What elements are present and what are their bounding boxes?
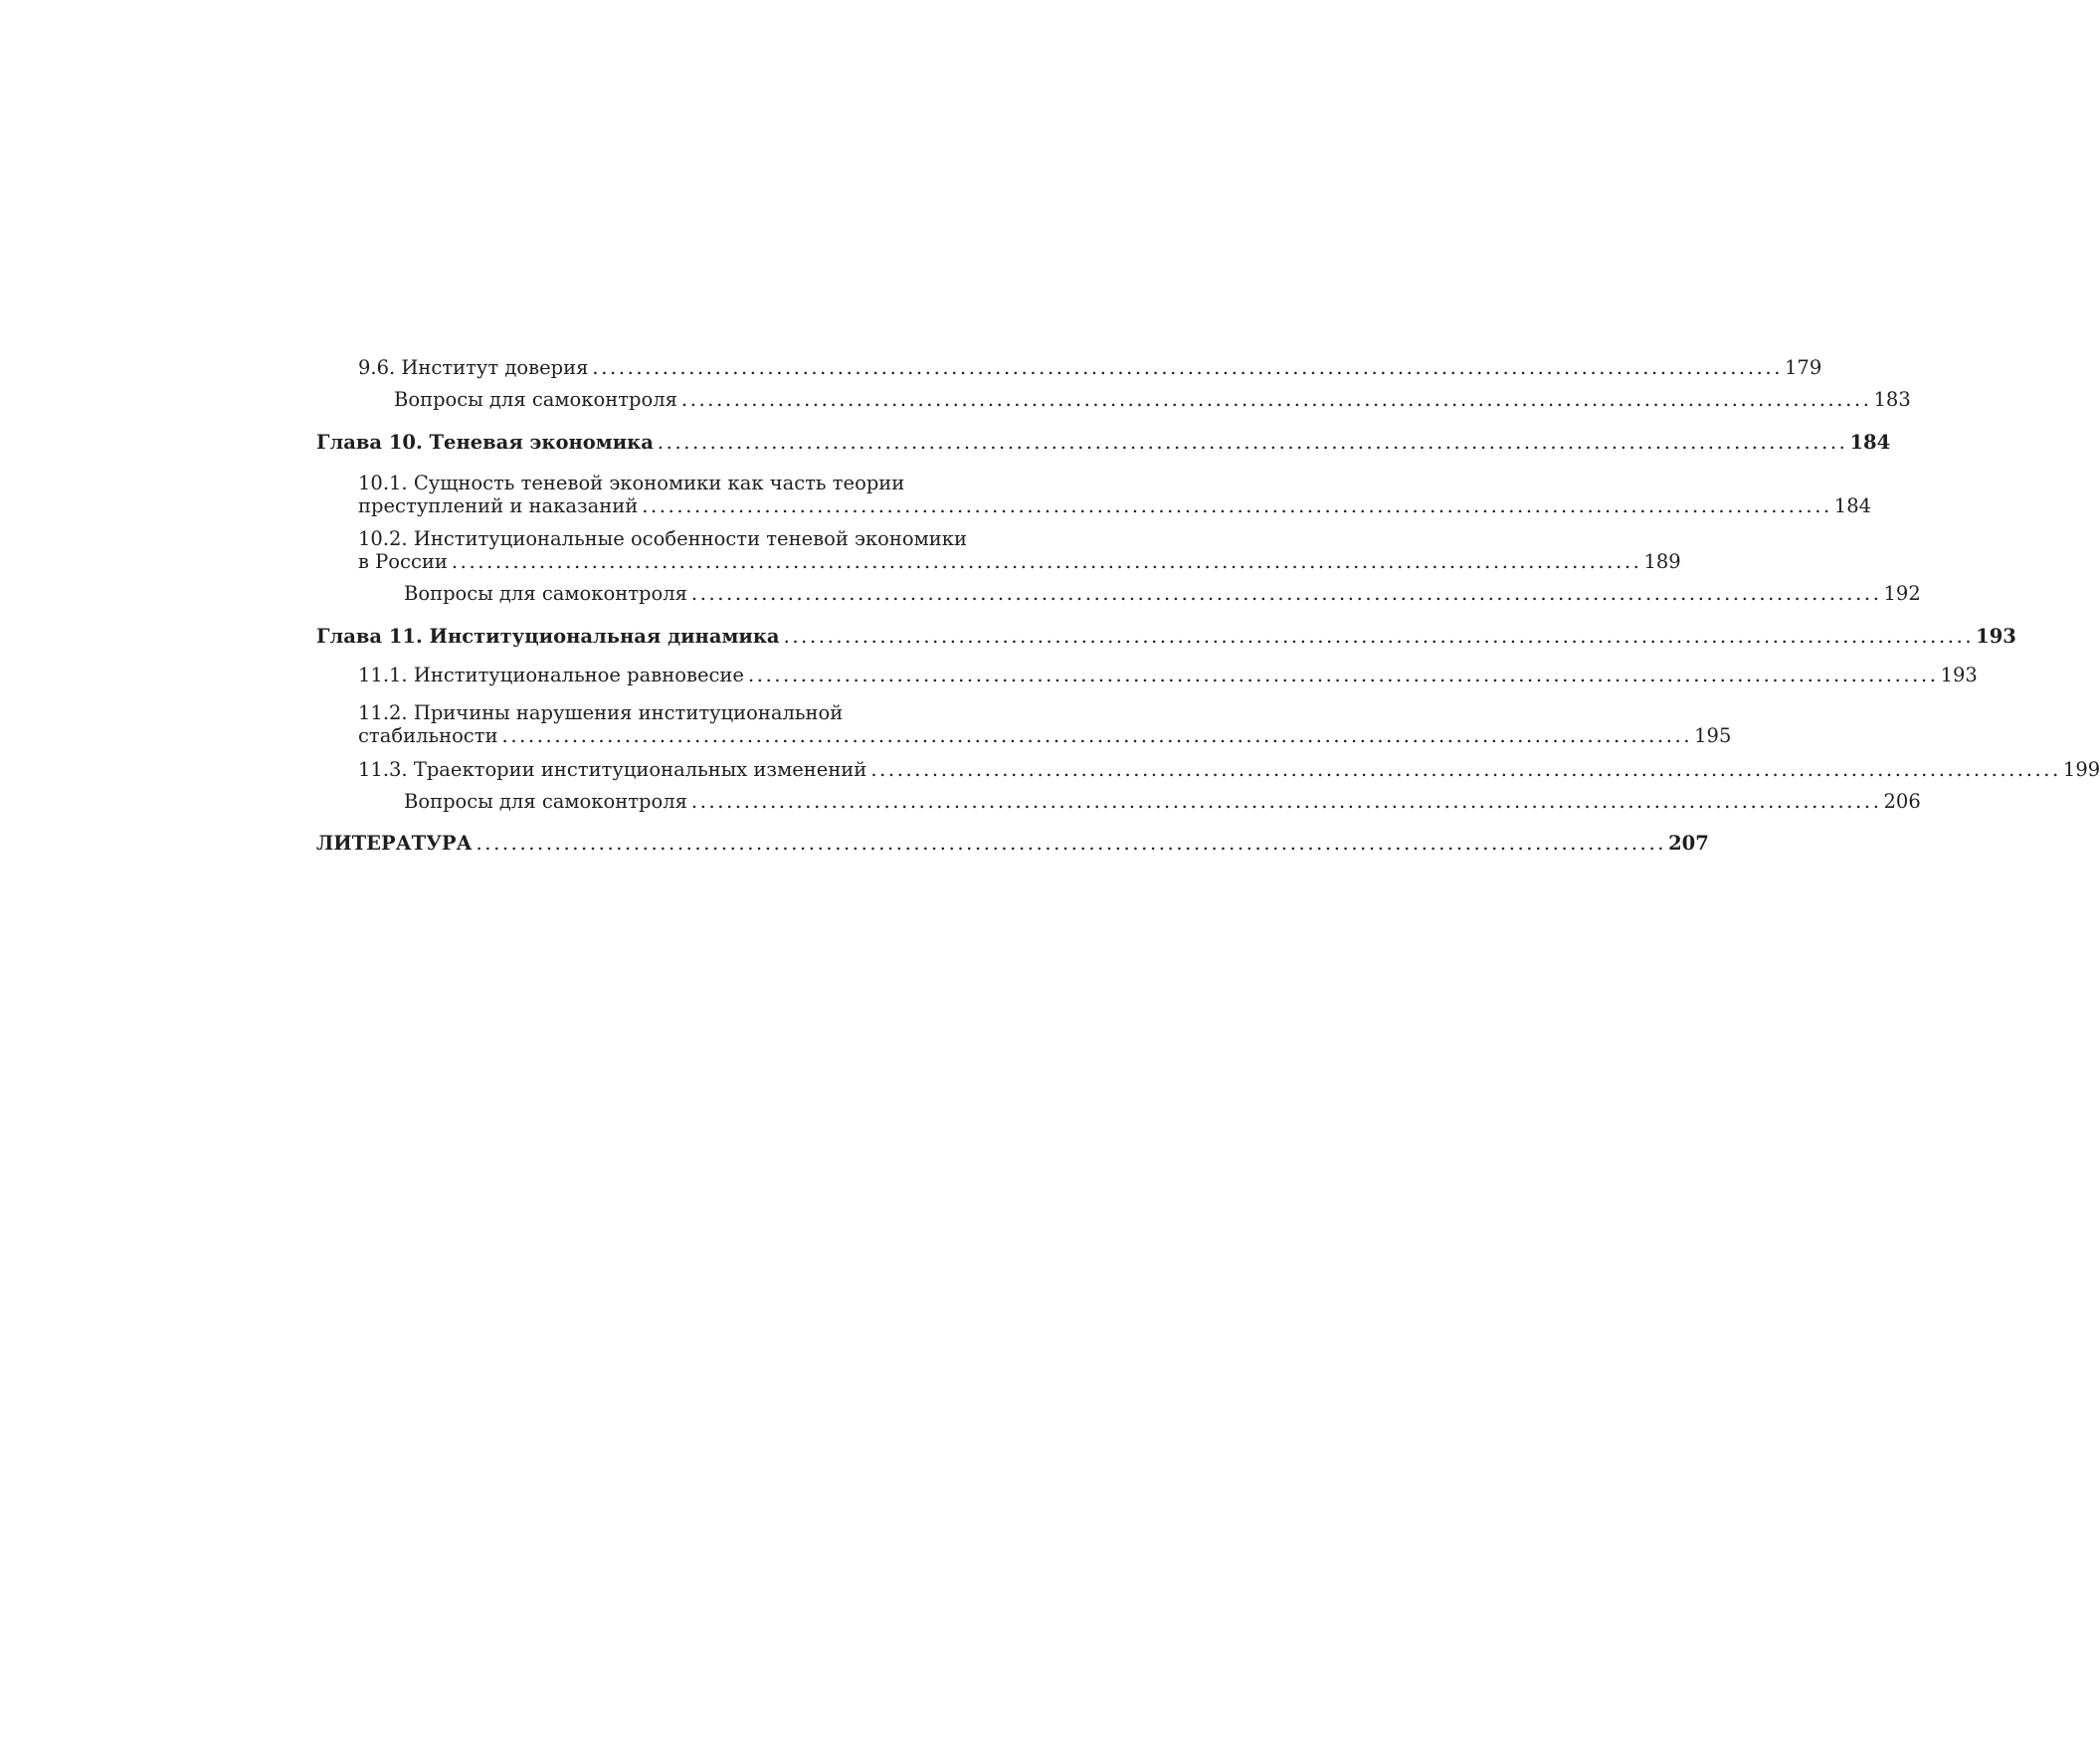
toc-entry-questions-11[interactable]	[316, 790, 1921, 813]
toc-entry-10-1[interactable]	[316, 472, 1872, 517]
toc-entry-questions-9[interactable]	[316, 388, 1911, 411]
dot-leader: ........................................................................................................................................	[783, 625, 1975, 648]
toc-entry-title: ЛИТЕРАТУРА	[316, 832, 473, 855]
toc-page-number: 184	[1849, 431, 1891, 454]
toc-entry-10-2[interactable]	[316, 527, 1681, 573]
toc-entry-chapter-10[interactable]	[316, 431, 1891, 454]
dot-leader: ........................................................................................................................................	[592, 356, 1784, 379]
toc-page-number: 184	[1833, 494, 1872, 517]
toc-entry-title: Вопросы для самоконтроля	[404, 582, 687, 605]
toc-page-number: 193	[1940, 664, 1978, 686]
toc-page-number: 192	[1883, 582, 1921, 605]
toc-entry-title-line-1: 11.2. Причины нарушения институциональной	[358, 701, 844, 724]
toc-entry-title: Глава 10. Теневая экономика	[316, 431, 654, 454]
dot-leader: ........................................................................................................................................	[642, 494, 1832, 517]
toc-entry-title-line-1: 10.1. Сущность теневой экономики как часть теории	[358, 472, 905, 494]
toc-page-number: 179	[1785, 356, 1822, 379]
dot-leader: ........................................................................................................................................	[690, 790, 1882, 813]
toc-entry-title-line-2: преступлений и наказаний	[358, 494, 639, 517]
dot-leader: ........................................................................................................................................	[680, 388, 1872, 411]
toc-entry-chapter-11[interactable]	[316, 625, 2016, 648]
dot-leader: ........................................................................................................................................	[451, 550, 1642, 573]
dot-leader: ........................................................................................................................................	[747, 664, 1939, 686]
dot-leader: ........................................................................................................................................	[690, 582, 1882, 605]
toc-entry-title: Глава 11. Институциональная динамика	[316, 625, 780, 648]
toc-page-number: 189	[1643, 550, 1681, 573]
toc-entry-11-2[interactable]	[316, 701, 1732, 747]
toc-entry-title: Вопросы для самоконтроля	[404, 790, 687, 813]
toc-entry-title: Вопросы для самоконтроля	[394, 388, 677, 411]
dot-leader: ........................................................................................................................................	[657, 431, 1848, 454]
toc-page-number: 195	[1694, 724, 1732, 747]
toc-page-number: 193	[1976, 625, 2016, 648]
toc-entry-11-3[interactable]	[316, 758, 2100, 781]
dot-leader: ........................................................................................................................................	[476, 832, 1667, 855]
toc-entry-title-line-2: стабильности	[358, 724, 498, 747]
toc-entry-title-line-2: в России	[358, 550, 448, 573]
toc-entry-questions-10[interactable]	[316, 582, 1921, 605]
toc-entry-title: 11.3. Траектории институциональных изменений	[358, 758, 867, 781]
toc-entry-title-line-1: 10.2. Институциональные особенности теневой экономики	[358, 527, 967, 550]
toc-page-number: 199	[2062, 758, 2100, 781]
toc-entry-title: 11.1. Институциональное равновесие	[358, 664, 744, 686]
toc-entry-9-6[interactable]	[316, 356, 1822, 379]
dot-leader: ........................................................................................................................................	[870, 758, 2061, 781]
toc-entry-literature[interactable]	[316, 832, 1709, 855]
toc-page-number: 183	[1873, 388, 1911, 411]
toc-page-number: 206	[1883, 790, 1921, 813]
dot-leader: ........................................................................................................................................	[501, 724, 1693, 747]
toc-entry-11-1[interactable]	[316, 664, 1978, 686]
toc-page-number: 207	[1668, 832, 1709, 855]
toc-entry-title: 9.6. Институт доверия	[358, 356, 589, 379]
